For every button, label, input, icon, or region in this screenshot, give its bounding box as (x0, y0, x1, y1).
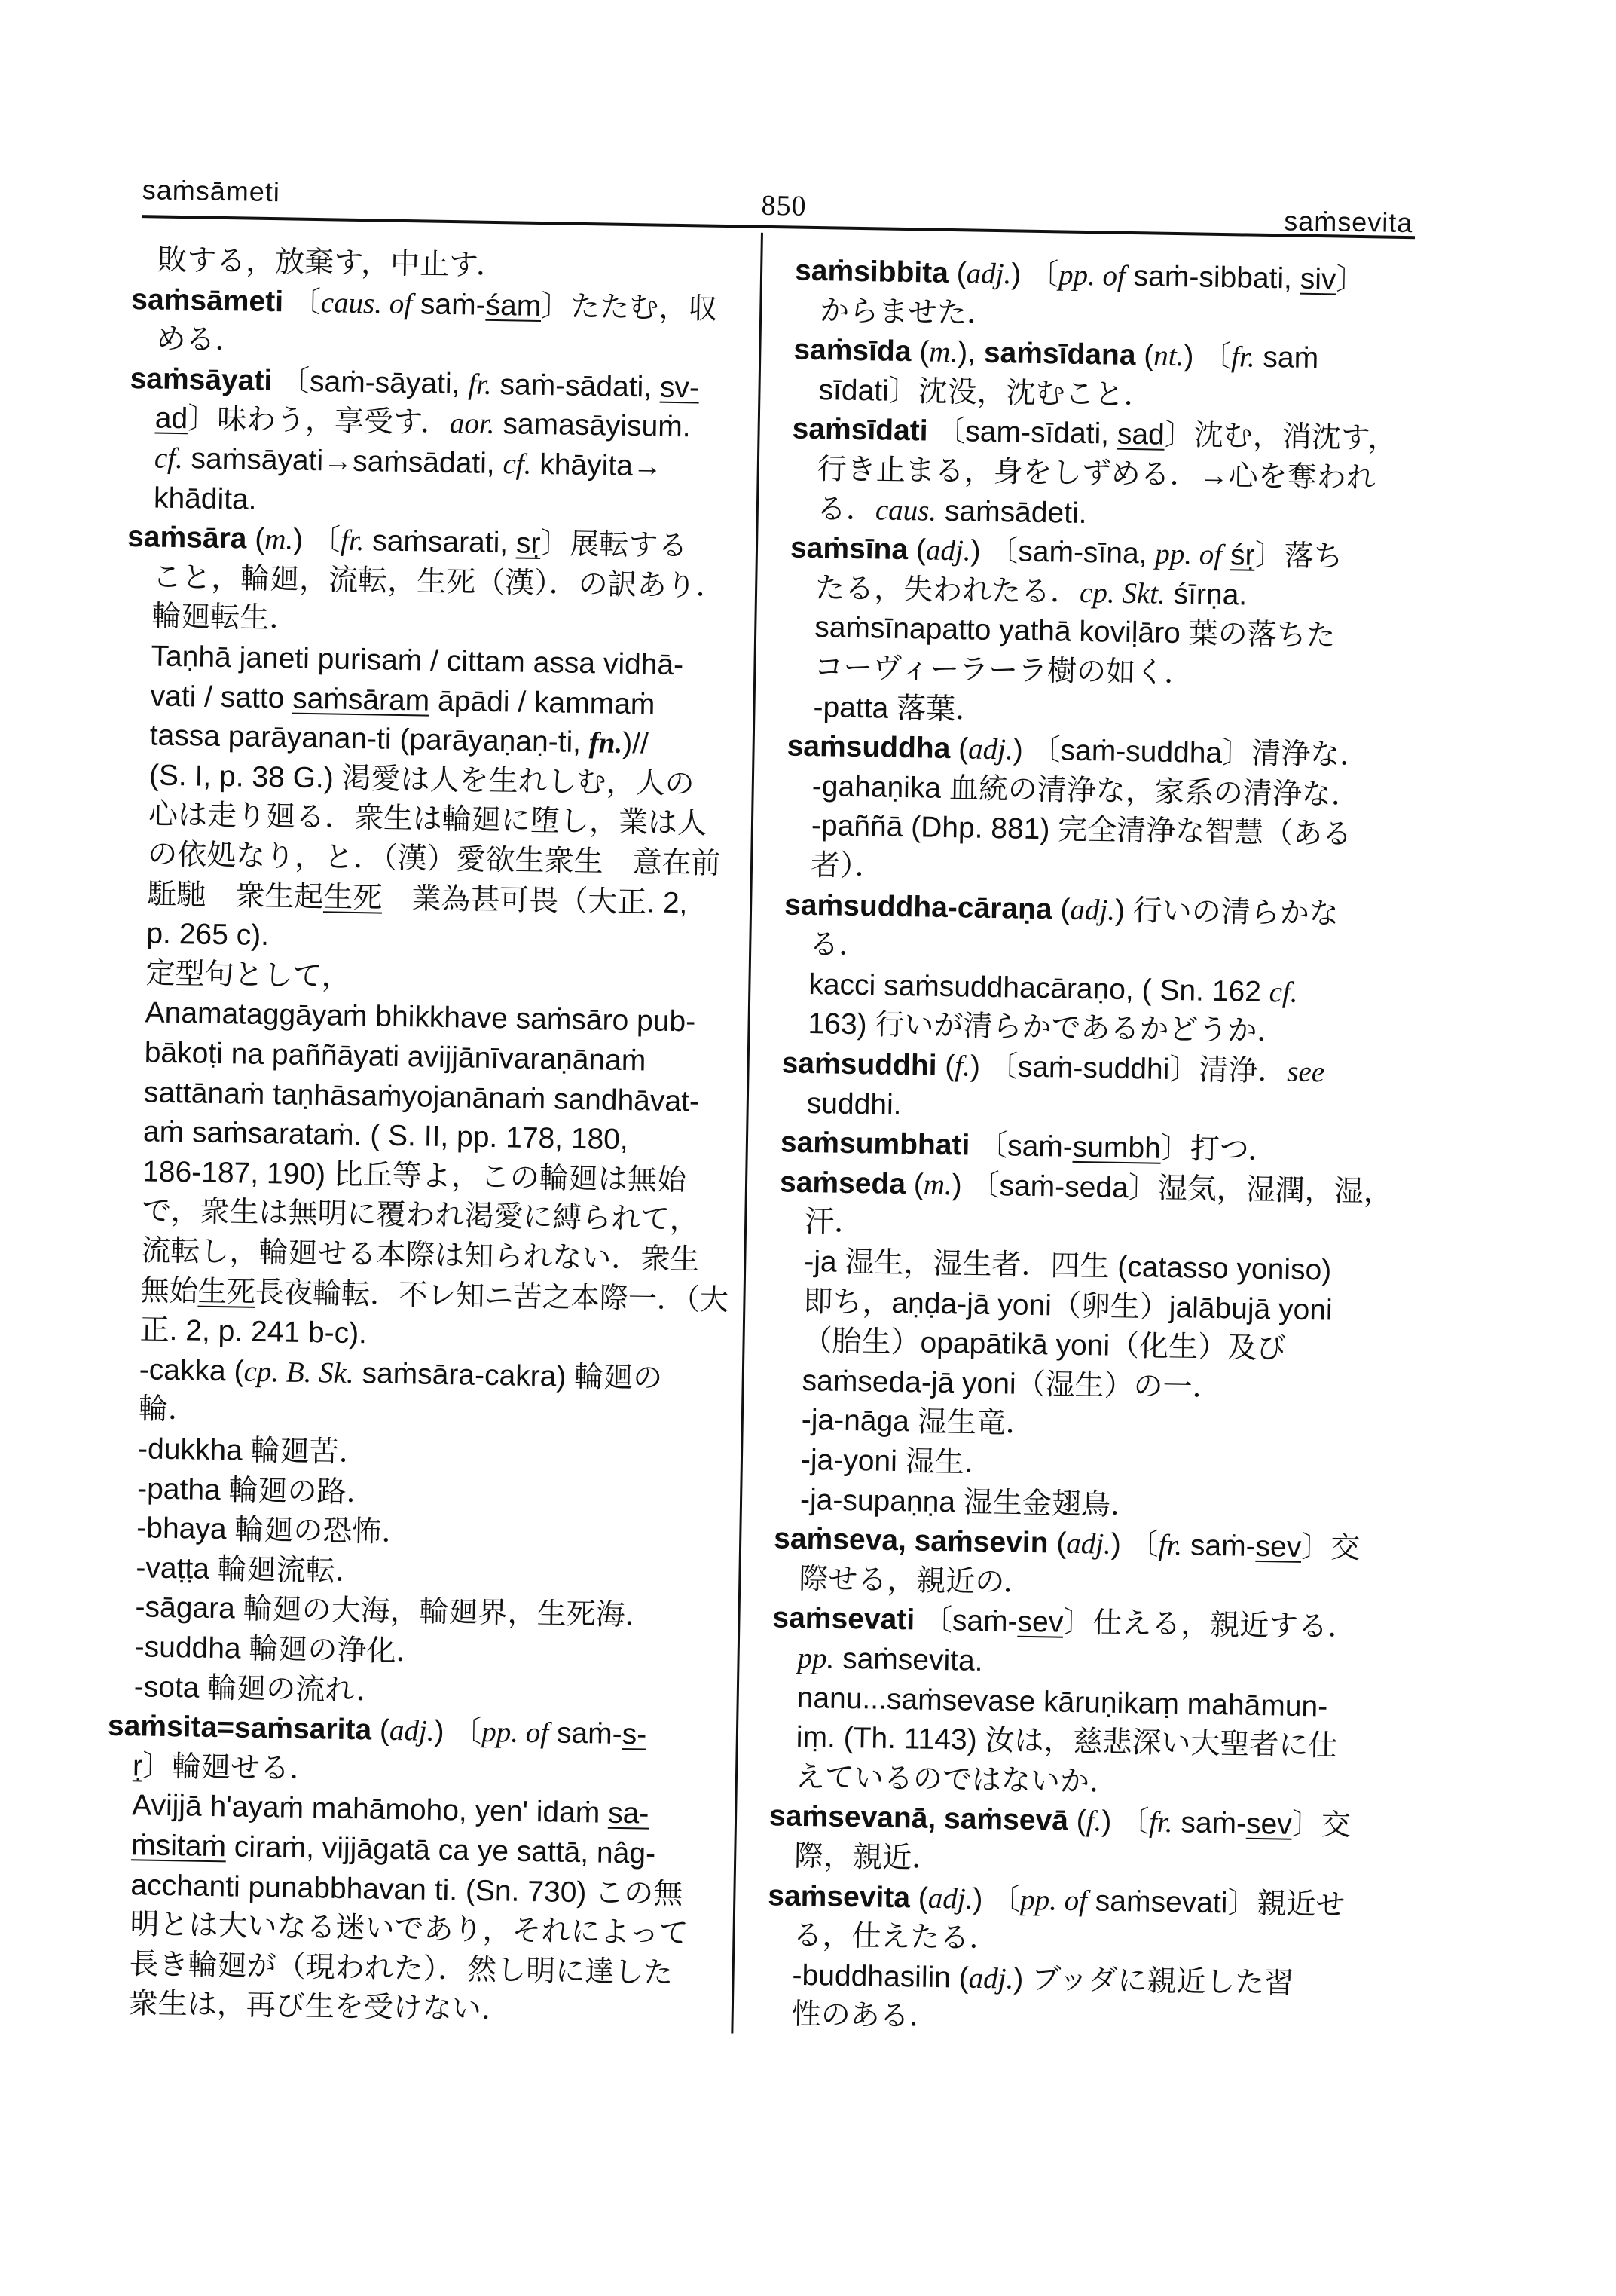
entry-text: -gahaṇika 血統の清浄な，家系の清浄な． (811, 769, 1361, 812)
entry-text: 汗． (804, 1206, 864, 1240)
entry-text-line (811, 806, 1352, 855)
root-underlined: śam (485, 289, 542, 323)
grammar-abbreviation: pp. (797, 1641, 835, 1675)
root-underlined: sev (1255, 1530, 1302, 1564)
entry-text: 〔saṁ-sāyati, (271, 364, 469, 401)
entry-text: Taṇhā janeti purisaṁ / cittam assa vidhā- (151, 640, 684, 682)
grammar-abbreviation: adj. (389, 1714, 435, 1748)
entry-text: 正. 2, p. 241 b-c). (139, 1313, 368, 1350)
entry-text: saṁ- (411, 287, 486, 322)
entry-text: 定型句として， (145, 957, 352, 993)
entry-text: 敗する，放棄す，中止す． (157, 243, 506, 283)
headword: saṁsāmeti (131, 283, 284, 318)
root-underlined: sad (1117, 418, 1165, 452)
grammar-abbreviation: caus. of (320, 286, 413, 320)
entry-text: の依処なり，と．（漢）愛欲生衆生 意在前 (147, 838, 721, 881)
grammar-abbreviation: fr. (1230, 341, 1256, 374)
root-underlined: 生死 (322, 880, 383, 915)
headword: saṁsevanā, saṁsevā (768, 1799, 1069, 1838)
entry-text: ( (950, 732, 969, 766)
headword: saṁsibbita (794, 254, 949, 289)
root-underlined: sa- (607, 1797, 649, 1831)
grammar-abbreviation: fr. (1148, 1806, 1173, 1839)
grammar-abbreviation: fn. (588, 726, 623, 760)
entry-text: ciraṁ, vijjāgatā ca ye sattā, nâg- (225, 1830, 656, 1870)
entry-text: -sota 輪廻の流れ． (133, 1670, 386, 1707)
right-column (768, 251, 1418, 2034)
entry-text: 〕交 (1291, 1808, 1352, 1842)
entry-text: aṁ saṁsarataṁ. ( S. II, pp. 178, 180, (142, 1115, 629, 1157)
entry-text-line (133, 1746, 319, 1789)
entry-text: ( (905, 1167, 924, 1201)
entry-text-line (791, 1995, 939, 2037)
entry-text-line (801, 1400, 1035, 1444)
entry-text-line (128, 1984, 511, 2030)
entry-text: -bhaya 輪廻の恐怖． (136, 1512, 411, 1549)
grammar-abbreviation: fr. (1158, 1528, 1183, 1562)
entry-text: saṁ- (1172, 1806, 1247, 1841)
grammar-abbreviation: pp. of (1019, 1883, 1088, 1917)
header-guide-word-right: saṁsevita (1283, 205, 1413, 239)
entry-text-line (799, 1559, 1033, 1603)
entry-text: る，仕えたる． (793, 1919, 999, 1955)
root-underlined: sv- (659, 371, 700, 405)
root-underlined: siv (1300, 262, 1336, 296)
entry-text: 〔sam-sīdati, (927, 414, 1118, 451)
root-underlined: ṁsitaṁ (131, 1829, 227, 1863)
entry-text: saṁsevita. (834, 1642, 983, 1677)
grammar-abbreviation: cf. (503, 448, 532, 481)
entry-text: āpādi / kammaṁ (429, 684, 655, 721)
entry-text: 行き止まる，身をしずめる．→心を奪われ (817, 453, 1376, 495)
entry-text: 無始 (140, 1273, 199, 1308)
entry-text: -cakka ( (139, 1353, 244, 1388)
entry-text-line (156, 319, 245, 361)
entry-text: る． (816, 492, 876, 526)
entry-text: 駈馳 衆生起 (146, 878, 324, 913)
entry-text: 〕味わう，享受す． (187, 402, 451, 440)
grammar-abbreviation: adj. (925, 533, 971, 567)
entry-text: ( (1135, 339, 1154, 372)
entry-text-line (139, 1390, 198, 1430)
entry-text-line (797, 1638, 983, 1681)
grammar-abbreviation: pp. of (481, 1716, 549, 1750)
entry-text-line (146, 914, 269, 956)
grammar-abbreviation: pp. of (1155, 537, 1223, 572)
entry-text: で，衆生は無明に覆われ渇愛に縛られて， (141, 1194, 700, 1237)
grammar-abbreviation: aor. (449, 407, 495, 441)
entry-text-line (139, 1350, 662, 1399)
grammar-abbreviation: caus. (875, 493, 937, 527)
entry-text: コーヴィーラーラ樹の如く． (814, 651, 1194, 690)
entry-text: 者）． (810, 849, 884, 883)
entry-text: saṁ-sibbati, (1125, 259, 1301, 295)
entry-text: 186-187, 190) 比丘等よ，この輪廻は無始 (142, 1155, 687, 1197)
headword: saṁsevita (768, 1879, 911, 1914)
entry-text: -dukkha 輪廻苦． (137, 1432, 369, 1469)
headword: saṁsuddha-cāraṇa (784, 888, 1052, 925)
entry-text: ) 〔 (1101, 1805, 1150, 1839)
entry-text-line (139, 1310, 367, 1354)
entry-text: 〔saṁ- (914, 1604, 1018, 1639)
entry-text: -sāgara 輪廻の大海，輪廻界，生死海． (135, 1591, 655, 1633)
entry-text: ( (911, 335, 930, 368)
grammar-abbreviation: fr. (340, 524, 365, 558)
root-underlined: saṁsāram (292, 682, 430, 717)
entry-text: えているのではないか． (795, 1760, 1120, 1799)
entry-text: 〕輪廻せる． (142, 1750, 319, 1786)
root-underlined: sev (1017, 1606, 1064, 1640)
entry-text-line (809, 925, 869, 965)
entry-text: nanu...saṁsevase kāruṇikaṃ mahāmun- (796, 1681, 1328, 1723)
entry-text: 際，親近． (793, 1839, 942, 1876)
entry-text: 〕打つ． (1160, 1132, 1278, 1167)
entry-text: める． (156, 323, 245, 357)
grammar-abbreviation: adj. (967, 732, 1014, 766)
grammar-abbreviation: adj. (966, 257, 1012, 291)
entry-headword-line (780, 1162, 1394, 1212)
entry-text: (S. I, p. 38 G.) 渇愛は人を生れしむ，人の (148, 759, 695, 801)
grammar-abbreviation: adj. (968, 1961, 1014, 1995)
entry-text-line (818, 370, 1153, 415)
entry-text: 〔saṁ- (969, 1129, 1074, 1164)
headword: saṁsevati (772, 1601, 915, 1637)
headword: saṁsīdati (792, 412, 928, 448)
entry-text: saṁ- (548, 1717, 623, 1751)
entry-text: saṁ (1254, 341, 1319, 375)
entry-text: -patha 輪廻の路． (136, 1472, 376, 1509)
entry-text-line (805, 1202, 864, 1243)
entry-text: 明とは大いなる迷いであり，それによって (130, 1908, 689, 1950)
entry-text: 〕沈む，消沈す， (1164, 419, 1398, 456)
entry-text: 即ち，aṇḍa-jā yoni（卵生）jalābujā yoni (803, 1285, 1333, 1327)
entry-text: saṁsevati〕親近せ (1086, 1884, 1346, 1921)
entry-text: こと，輪廻，流転，生死（漢）．の訳あり． (151, 561, 726, 603)
entry-text: 業為甚可畏（大正. 2, (381, 882, 688, 919)
entry-text: saṁsādeti. (936, 494, 1087, 530)
entry-text: acchanti punabbhavan ti. (Sn. 730) この無 (130, 1868, 683, 1910)
entry-text: ) 〔 (434, 1715, 482, 1749)
entry-text: 〕仕える，親近する． (1062, 1607, 1358, 1644)
entry-text-line (794, 1836, 942, 1879)
headword: saṁsīdana (983, 336, 1136, 372)
entry-text: khāyita→ (531, 448, 663, 483)
root-underlined: ṛ (132, 1750, 143, 1783)
entry-text: saṁsāra-cakra) 輪廻の (353, 1356, 663, 1395)
entry-text: saṁsīnapatto yathā koviḷāro 葉の落ちた (814, 611, 1336, 653)
headword: saṁsuddha (787, 729, 951, 766)
entry-text-line (133, 1667, 386, 1711)
entry-text: khādita. (153, 482, 257, 516)
headword: saṁsīna (790, 531, 909, 567)
entry-text: ( (1052, 892, 1071, 926)
entry-text: vati / satto (150, 680, 293, 715)
entry-text: ) ブッダに親近した習 (1013, 1962, 1294, 2000)
entry-text: 163) 行いが清らかであるかどうか． (808, 1007, 1287, 1048)
entry-text: 際せる，親近の． (799, 1562, 1034, 1599)
entry-text: ( (1048, 1527, 1067, 1560)
headword: saṁsīda (793, 333, 912, 368)
entry-text-line (134, 1627, 426, 1671)
entry-text: ) 〔 (292, 523, 341, 557)
headword: saṁsāra (127, 521, 247, 555)
root-underlined: s- (622, 1718, 647, 1751)
page-number: 850 (761, 189, 807, 222)
root-underlined: sumbh (1072, 1131, 1162, 1165)
entry-text-line (801, 1440, 994, 1483)
grammar-abbreviation: m. (264, 523, 294, 556)
entry-text: saṁ- (1181, 1529, 1256, 1564)
entry-text: 衆生は，再び生を受けない． (128, 1987, 512, 2027)
root-underlined: śṛ (1230, 539, 1255, 572)
entry-text (1222, 539, 1231, 571)
entry-text: saṁsarati, (364, 524, 517, 560)
entry-text: ) 〔saṁ-suddha〕清浄な． (1013, 733, 1370, 772)
entry-text: ) 〔 (1110, 1527, 1159, 1561)
entry-text: 〕 (1336, 263, 1366, 297)
entry-text: -vaṭṭa 輪廻流転． (136, 1552, 365, 1588)
entry-text: saṁsāyati→saṁsādati, (182, 442, 503, 481)
entry-text: ) 〔 (1010, 258, 1059, 292)
root-underlined: 生死 (197, 1275, 256, 1309)
entry-text: -patta 落葉． (813, 690, 985, 726)
entry-text: kacci saṁsuddhacāraṇo, ( Sn. 162 (808, 968, 1270, 1008)
headword: saṁsāyati (130, 362, 273, 397)
grammar-abbreviation: cp. B. Sk. (243, 1355, 355, 1390)
column-divider (731, 233, 763, 2034)
entry-text: Anamataggāyaṁ bhikkhave saṁsāro pub- (145, 996, 696, 1038)
entry-text: 輪廻転生． (151, 600, 299, 636)
grammar-abbreviation: see (1286, 1055, 1325, 1089)
entry-text: ( (948, 256, 967, 290)
headword: saṁsita=saṁsarita (107, 1709, 372, 1747)
entry-text: 長き輪廻が（現われた）．然し明に達した (129, 1948, 674, 1989)
entry-text: ( (909, 1881, 929, 1915)
entry-text: -ja-nāga 湿生竜． (801, 1404, 1036, 1441)
entry-text: たる，失われたる． (814, 571, 1080, 609)
entry-text: -suddha 輪廻の浄化． (134, 1631, 426, 1668)
grammar-abbreviation: fr. (467, 368, 493, 401)
entry-text: samasāyisuṁ. (494, 408, 692, 444)
entry-text-line (820, 291, 997, 334)
entry-text: ) 〔saṁ-seda〕湿気，湿潤，湿， (952, 1168, 1394, 1209)
entry-text: saṁseda-jā yoni（湿生）の一． (802, 1364, 1222, 1404)
entry-text: ( (907, 533, 927, 567)
entry-text: 流転し，輪廻せる本際は知られない．衆生 (141, 1234, 700, 1276)
entry-text-line (811, 845, 884, 887)
entry-text: iṃ. (Th. 1143) 汝は，慈悲深い大聖者に仕 (796, 1721, 1338, 1763)
root-underlined: sṛ (515, 527, 541, 561)
entry-text: p. 265 c). (146, 917, 270, 952)
grammar-abbreviation: cf. (154, 442, 184, 475)
entry-text: ), (957, 336, 985, 369)
entry-text-line (802, 1361, 1222, 1408)
entry-text: ) 〔saṁ-sīna, (970, 534, 1156, 570)
headword: saṁseva, saṁsevin (773, 1522, 1049, 1560)
entry-text: ) 行いの清らかな (1114, 894, 1340, 931)
entry-text-line (806, 1084, 902, 1125)
entry-text: 〕展転する (540, 527, 688, 563)
headword: saṁsuddhi (781, 1047, 937, 1082)
entry-text: 心は走り廻る．衆生は輪廻に堕し，業は人 (148, 798, 707, 841)
entry-text: bākoṭi na paññāyati avijjānīvaraṇānaṁ (144, 1036, 646, 1078)
entry-text-line (151, 597, 299, 639)
entry-text: Avijjā h'ayaṁ mahāmoho, yen' idaṁ (131, 1789, 609, 1830)
entry-text-line (814, 647, 1194, 693)
entry-text: śīrṇa. (1165, 577, 1248, 612)
entry-text: 〕たたむ，収 (540, 289, 718, 326)
entry-text: からませた． (819, 294, 997, 330)
grammar-abbreviation: adj. (927, 1882, 973, 1915)
entry-text: sattānaṁ taṇhāsaṁyojanānaṁ sandhāvat- (143, 1075, 700, 1118)
entry-text-line (137, 1469, 376, 1512)
header-guide-word-left: saṁsāmeti (142, 174, 281, 208)
entry-text-line (813, 687, 985, 730)
grammar-abbreviation: f. (955, 1050, 971, 1083)
entry-text: ) 〔saṁ-suddhi〕清浄． (970, 1050, 1288, 1088)
entry-text: 〕交 (1300, 1531, 1361, 1565)
entry-text: 長夜輪転．不レ知ニ苦之本際一．（大 (255, 1276, 729, 1316)
entry-text: 性のある． (791, 1998, 939, 2034)
left-column (107, 240, 747, 2027)
entry-text-line (138, 1429, 368, 1472)
entry-text: （胎生）opapātikā yoni（化生）及び (802, 1325, 1287, 1365)
entry-text-line (793, 1915, 999, 1959)
entry-text-line (816, 489, 1087, 533)
entry-text: -ja 湿生，湿生者．四生 (catasso yoniso) (803, 1245, 1332, 1287)
entry-text-line (154, 478, 257, 519)
entry-text: sīdati〕沈没，沈むこと． (818, 373, 1154, 412)
entry-text-line (145, 953, 351, 997)
grammar-abbreviation: m. (923, 1168, 953, 1201)
entry-text: -ja-supaṇṇa 湿生金翅鳥． (799, 1483, 1141, 1521)
entry-text: ) 〔 (1184, 340, 1232, 374)
grammar-abbreviation: nt. (1153, 339, 1184, 373)
entry-text: -paññā (Dhp. 881) 完全清浄な智慧（ある (811, 809, 1352, 851)
entry-text: )// (622, 727, 649, 760)
entry-text: tassa parāyanan-ti (parāyaṇaṇ-ti, (149, 719, 590, 760)
grammar-abbreviation: f. (1086, 1805, 1102, 1838)
root-underlined: sev (1245, 1808, 1293, 1842)
root-underlined: ad (154, 402, 188, 436)
entry-text-line (136, 1548, 365, 1591)
entry-text: suddhi. (806, 1087, 902, 1121)
entry-text: 輪． (138, 1393, 198, 1427)
entry-text: る． (808, 928, 869, 962)
grammar-abbreviation: adj. (1070, 893, 1116, 927)
headword: saṁsumbhati (780, 1126, 970, 1162)
grammar-abbreviation: cp. Skt. (1079, 576, 1166, 610)
entry-text-line (796, 1757, 1120, 1802)
entry-text: saṁ-sādati, (491, 368, 661, 404)
entry-text: ( (936, 1049, 955, 1083)
grammar-abbreviation: pp. of (1058, 258, 1126, 292)
entry-text: 〕落ち (1254, 539, 1343, 573)
entry-text: 〔 (283, 285, 322, 319)
entry-text: ( (246, 522, 265, 556)
grammar-abbreviation: cf. (1269, 975, 1298, 1009)
entry-text-line (800, 1479, 1141, 1524)
headword: saṁseda (779, 1166, 906, 1200)
entry-text-line (157, 240, 506, 286)
entry-text: ( (1068, 1805, 1087, 1838)
entry-text: ( (371, 1714, 390, 1747)
grammar-abbreviation: m. (928, 335, 958, 369)
grammar-abbreviation: adj. (1065, 1527, 1112, 1561)
entry-text: ) 〔 (973, 1882, 1021, 1916)
entry-text-line (136, 1508, 411, 1552)
entry-text: -ja-yoni 湿生． (800, 1443, 994, 1480)
entry-text: -buddhasilin ( (792, 1958, 970, 1995)
